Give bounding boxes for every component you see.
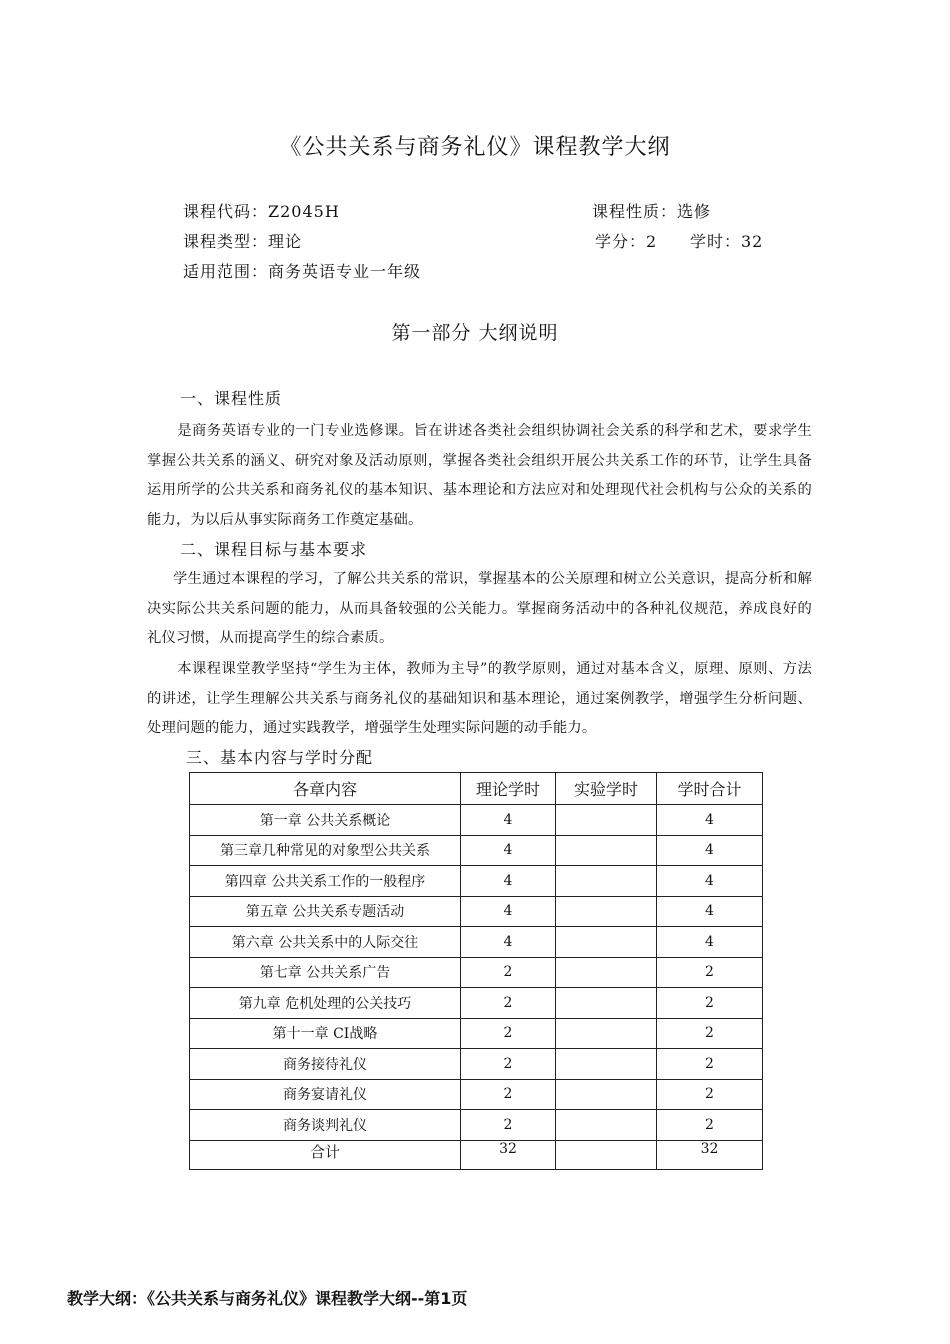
row-total-hours: 2 <box>657 1018 763 1049</box>
course-code: 课程代码：Z2045H <box>183 202 340 221</box>
row-lab-hours <box>556 927 657 958</box>
row-theory-hours: 2 <box>461 1110 556 1141</box>
table-row <box>190 1049 763 1080</box>
table-row <box>190 1079 763 1110</box>
table-row <box>190 866 763 897</box>
row-theory-hours: 4 <box>461 927 556 958</box>
table-row <box>190 1018 763 1049</box>
section2-heading: 二、课程目标与基本要求 <box>180 540 368 559</box>
header-theory-hours: 理论学时 <box>461 773 556 805</box>
page-footer: 教学大纲：《公共关系与商务礼仪》课程教学大纲--第1页 <box>67 1289 468 1308</box>
section1-text: 是商务英语专业的一门专业选修课。旨在讲述各类社会组织协调社会关系的科学和艺术，要求学生掌握公共关系的涵义、研究对象及活动原则，掌握各类社会组织开展公共关系工作的环节，让学生具备运用所学的公共关系和商务礼仪的基本知识、基本理论和方法应对和处理现代社会机构与公众的关系的能力，为以后从事实际商务工作奠定基础。 <box>147 423 812 528</box>
table-row <box>190 957 763 988</box>
row-lab-hours <box>556 1110 657 1141</box>
row-total-hours: 4 <box>657 927 763 958</box>
header-content: 各章内容 <box>190 773 461 805</box>
row-total-hours: 2 <box>657 1049 763 1080</box>
table-row <box>190 988 763 1019</box>
row-chapter: 第四章 公共关系工作的一般程序 <box>190 866 461 897</box>
row-total-hours: 2 <box>657 957 763 988</box>
section1-body <box>147 417 812 535</box>
row-chapter: 第九章 危机处理的公关技巧 <box>190 988 461 1019</box>
row-theory-hours: 4 <box>461 896 556 927</box>
course-type: 课程类型：理论 <box>183 232 303 251</box>
row-lab-hours <box>556 805 657 836</box>
header-lab-hours: 实验学时 <box>556 773 657 805</box>
row-theory-hours: 2 <box>461 1079 556 1110</box>
total-cell: 32 <box>461 1140 556 1169</box>
row-theory-hours: 2 <box>461 1018 556 1049</box>
row-lab-hours <box>556 1079 657 1110</box>
row-chapter: 商务宴请礼仪 <box>190 1079 461 1110</box>
course-credit: 学分：2 <box>595 232 658 251</box>
row-theory-hours: 2 <box>461 988 556 1019</box>
row-chapter: 商务接待礼仪 <box>190 1049 461 1080</box>
row-lab-hours <box>556 896 657 927</box>
row-theory-hours: 4 <box>461 835 556 866</box>
table-header-row <box>190 773 763 805</box>
row-total-hours: 4 <box>657 896 763 927</box>
section3-heading: 三、基本内容与学时分配 <box>186 748 374 767</box>
row-chapter: 第一章 公共关系概论 <box>190 805 461 836</box>
document-title: 《公共关系与商务礼仪》课程教学大纲 <box>279 135 671 160</box>
course-hours: 学时：32 <box>690 232 764 251</box>
section2-text2: 本课程课堂教学坚持“学生为主体，教师为主导”的教学原则，通过对基本含义，原理、原则、方法的讲述，让学生理解公共关系与商务礼仪的基础知识和基本理论，通过案例教学，增强学生分析问题、处理问题的能力，通过实践教学，增强学生处理实际问题的动手能力。 <box>147 661 812 736</box>
course-scope: 适用范围：商务英语专业一年级 <box>183 262 422 281</box>
table-total-row <box>190 1140 763 1169</box>
row-chapter: 第六章 公共关系中的人际交往 <box>190 927 461 958</box>
row-theory-hours: 4 <box>461 805 556 836</box>
row-total-hours: 4 <box>657 805 763 836</box>
row-chapter: 第五章 公共关系专题活动 <box>190 896 461 927</box>
row-chapter: 商务谈判礼仪 <box>190 1110 461 1141</box>
header-total-hours: 学时合计 <box>657 773 763 805</box>
row-chapter: 第十一章 CI战略 <box>190 1018 461 1049</box>
row-theory-hours: 2 <box>461 957 556 988</box>
hours-table <box>189 772 763 1170</box>
row-theory-hours: 4 <box>461 866 556 897</box>
row-total-hours: 4 <box>657 835 763 866</box>
table-row <box>190 896 763 927</box>
table-row <box>190 835 763 866</box>
table-row <box>190 1110 763 1141</box>
section2-body2 <box>147 655 812 744</box>
row-chapter: 第七章 公共关系广告 <box>190 957 461 988</box>
table-row <box>190 805 763 836</box>
part-title: 第一部分 大纲说明 <box>391 322 559 344</box>
total-cell: 合计 <box>190 1140 461 1169</box>
total-cell <box>556 1140 657 1169</box>
row-theory-hours: 2 <box>461 1049 556 1080</box>
section2-text1: 学生通过本课程的学习，了解公共关系的常识，掌握基本的公关原理和树立公关意识，提高分析和解决实际公共关系问题的能力，从而具备较强的公关能力。掌握商务活动中的各种礼仪规范，养成良好的礼仪习惯，从而提高学生的综合素质。 <box>147 571 812 646</box>
row-total-hours: 4 <box>657 866 763 897</box>
course-nature: 课程性质：选修 <box>592 202 712 221</box>
section2-body1 <box>147 565 812 654</box>
row-total-hours: 2 <box>657 1079 763 1110</box>
row-chapter: 第三章几种常见的对象型公共关系 <box>190 835 461 866</box>
row-lab-hours <box>556 988 657 1019</box>
section1-heading: 一、课程性质 <box>180 389 283 408</box>
row-lab-hours <box>556 1018 657 1049</box>
table-row <box>190 927 763 958</box>
row-total-hours: 2 <box>657 988 763 1019</box>
row-total-hours: 2 <box>657 1110 763 1141</box>
row-lab-hours <box>556 835 657 866</box>
row-lab-hours <box>556 1049 657 1080</box>
row-lab-hours <box>556 957 657 988</box>
total-cell: 32 <box>657 1140 763 1169</box>
row-lab-hours <box>556 866 657 897</box>
